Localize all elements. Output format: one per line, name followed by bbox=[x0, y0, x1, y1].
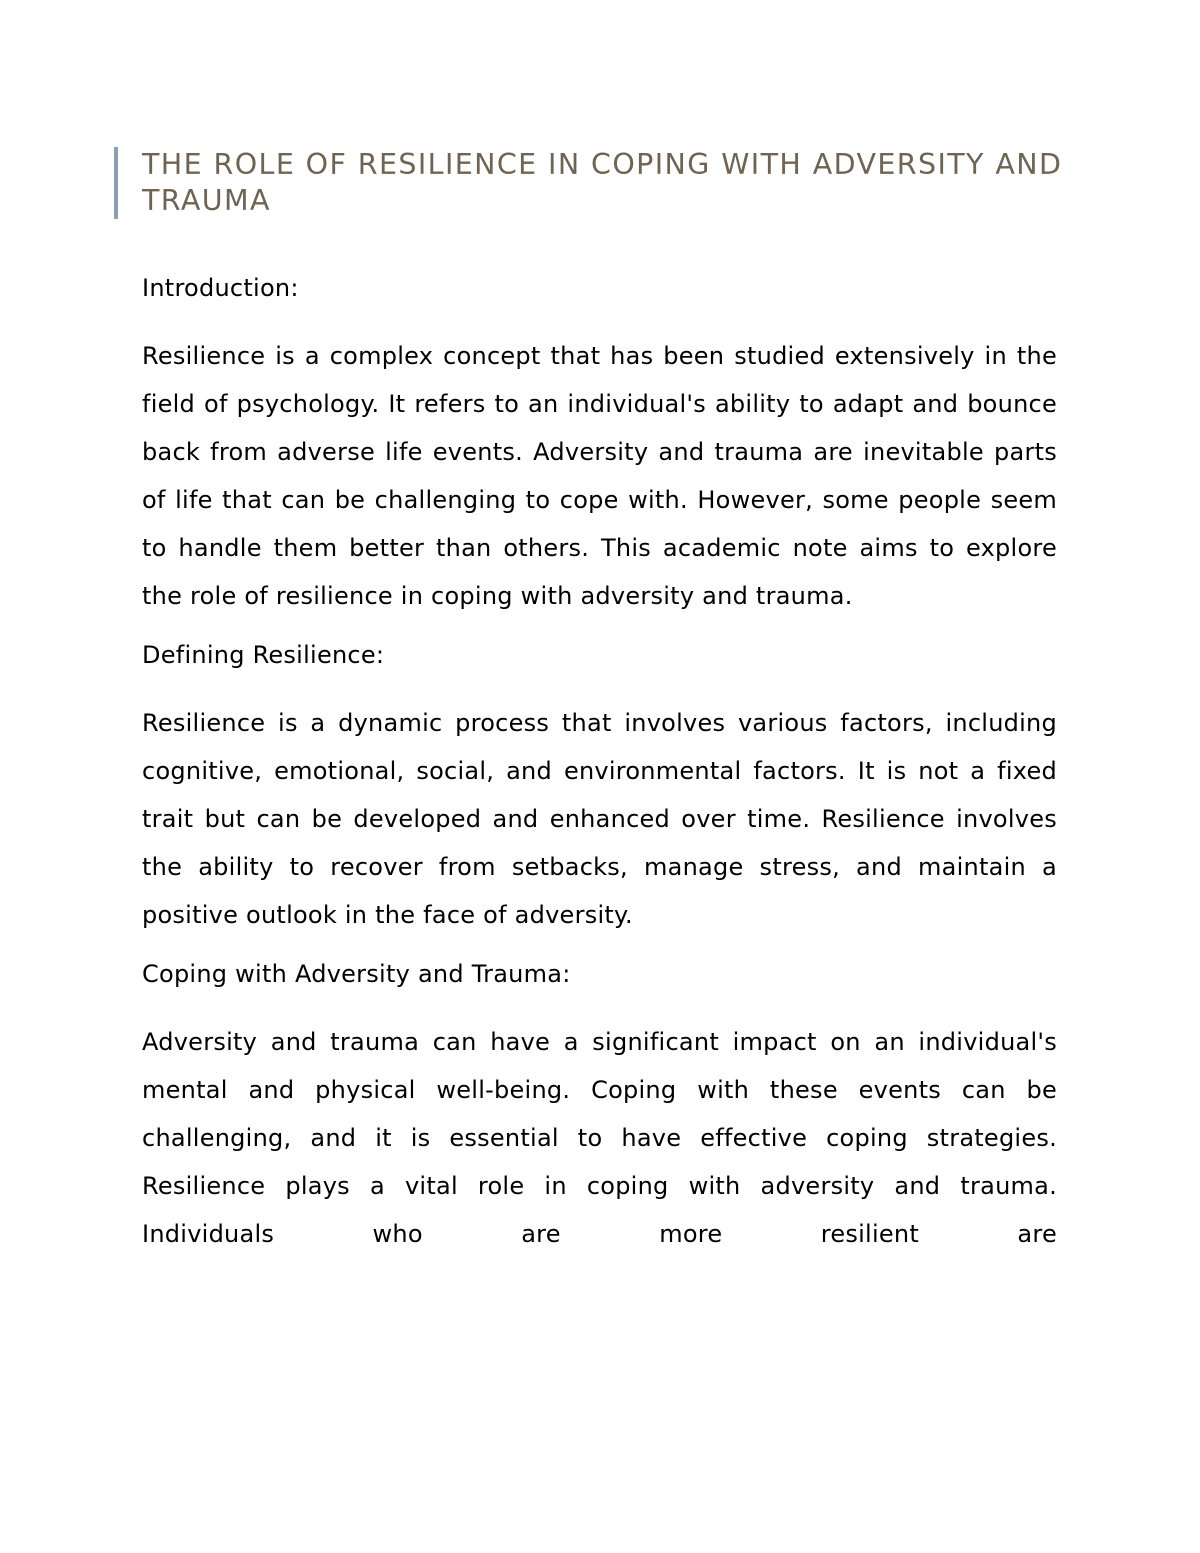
title-block bbox=[114, 147, 1092, 219]
document-body bbox=[142, 268, 1057, 1258]
section-paragraph-coping: Adversity and trauma can have a significant impact on an individual's mental and physical well-being. Coping with these events can be challenging, and it is essential to have effective coping strategies. Resilience plays a vital role in coping with adversity and trauma. Individuals who are more resilient are bbox=[142, 1028, 1057, 1248]
document-title: THE ROLE OF RESILIENCE IN COPING WITH ADVERSITY AND TRAUMA bbox=[142, 148, 1063, 217]
section-heading-coping: Coping with Adversity and Trauma: bbox=[142, 960, 571, 988]
section-heading-introduction: Introduction: bbox=[142, 274, 299, 302]
section-paragraph-defining-resilience: Resilience is a dynamic process that involves various factors, including cognitive, emotional, social, and environmental factors. It is not a fixed trait but can be developed and enhanced over time. Resilience involves the ability to recover from setbacks, manage stress, and maintain a positive outlook in the face of adversity. bbox=[142, 709, 1057, 929]
section-paragraph-introduction: Resilience is a complex concept that has been studied extensively in the field of psychology. It refers to an individual's ability to adapt and bounce back from adverse life events. Adversity and trauma are inevitable parts of life that can be challenging to cope with. However, some people seem to handle them better than others. This academic note aims to explore the role of resilience in coping with adversity and trauma. bbox=[142, 342, 1057, 610]
section-heading-defining-resilience: Defining Resilience: bbox=[142, 641, 385, 669]
